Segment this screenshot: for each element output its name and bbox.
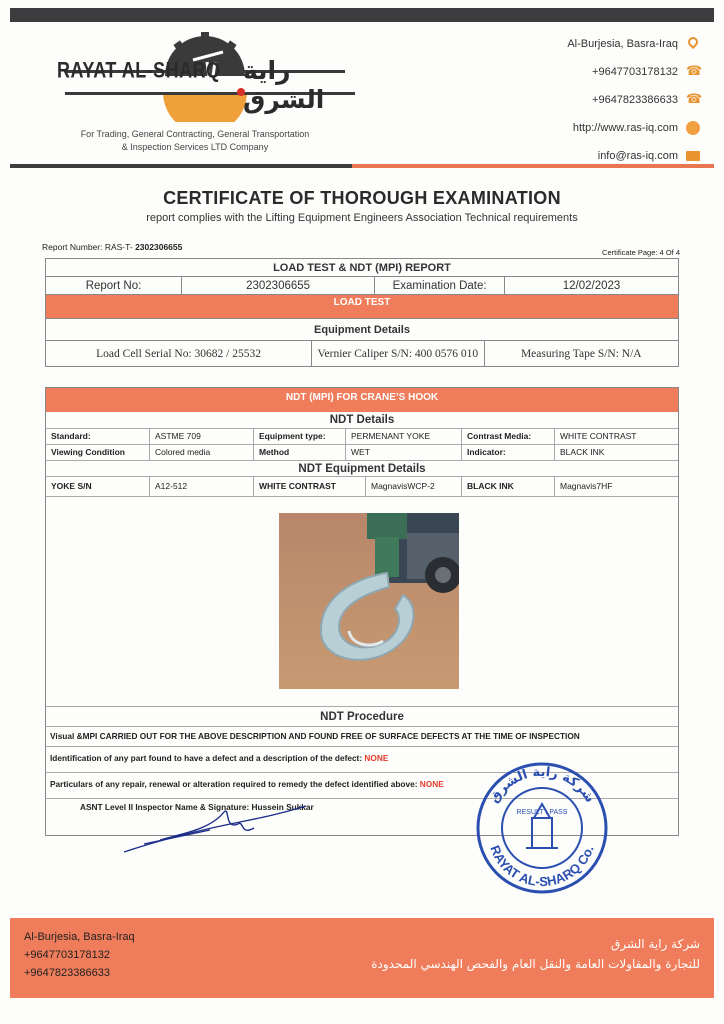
equipment-details-header: Equipment Details — [46, 319, 679, 341]
stamp-bottom-text: RAYAT AL-SHARQ Co. — [487, 843, 597, 890]
phone-icon: ☎ — [686, 64, 703, 79]
procedure-line-1: Visual &MPI CARRIED OUT FOR THE ABOVE DESCRIPTION AND FOUND FREE OF SURFACE DEFECTS AT THE TIME OF INSPECTION — [46, 726, 678, 746]
measuring-tape-serial: Measuring Tape S/N: N/A — [484, 341, 678, 367]
contact-phone-1: +9647703178132 ☎ — [592, 64, 703, 79]
stamp-result: RESULT : PASS — [516, 809, 568, 816]
photo-area — [46, 496, 678, 706]
exam-date-value: 12/02/2023 — [505, 277, 679, 295]
load-test-table — [45, 258, 679, 367]
inspector-signature-line: ASNT Level II Inspector Name & Signature: Hussein Sukkar — [46, 798, 678, 822]
contact-block — [500, 30, 703, 170]
crane-hook-photo — [279, 513, 459, 689]
ndt-title: NDT (MPI) FOR CRANE’S HOOK — [46, 388, 678, 412]
mail-icon — [686, 151, 700, 161]
svg-text:شركة راية الشرق — [487, 765, 598, 806]
ndt-equipment-details-header: NDT Equipment Details — [46, 460, 678, 476]
report-no-label: Report No: — [46, 277, 182, 295]
header-divider-orange — [352, 164, 714, 168]
footer-arabic: شركة راية الشرق للتجارة والمقاولات العامة والنقل العام والفحص الهندسي المحدودة — [371, 937, 700, 971]
report-no-value: 2302306655 — [182, 277, 375, 295]
certificate-page: Certificate Page: 4 Of 4 — [602, 248, 680, 257]
exam-date-label: Examination Date: — [375, 277, 505, 295]
contact-email: info@ras-iq.com — [500, 142, 700, 170]
top-bar — [10, 8, 714, 22]
procedure-line-3: Particulars of any repair, renewal or alteration required to remedy the defect identified above: NONE — [46, 772, 678, 798]
procedure-line-2: Identification of any part found to have a defect and a description of the defect: NONE — [46, 746, 678, 772]
ndt-equipment-row: YOKE S/N A12-512 WHITE CONTRAST MagnavisWCP-2 BLACK INK Magnavis7HF — [46, 476, 678, 496]
phone-icon: ☎ — [686, 92, 703, 107]
ndt-procedure-header: NDT Procedure — [46, 706, 678, 726]
logo-text-ar: راية الشرق — [243, 56, 325, 114]
load-cell-serial: Load Cell Serial No: 30682 / 25532 — [46, 341, 312, 367]
report-number: Report Number: RAS-T- 2302306655 — [42, 242, 183, 252]
load-test-header: LOAD TEST & NDT (MPI) REPORT — [46, 259, 679, 277]
contact-website: http://www.ras-iq.com — [500, 114, 700, 142]
certificate-subtitle: report complies with the Lifting Equipment Engineers Association Technical requirements — [146, 212, 578, 224]
logo-text-en: RAYAT AL-SHARQ — [57, 57, 221, 83]
certificate-title: CERTIFICATE OF THOROUGH EXAMINATION — [163, 188, 561, 208]
company-subtitle: For Trading, General Contracting, General Transportation & Inspection Services LTD Company — [80, 129, 310, 152]
inspector-signature — [120, 800, 310, 860]
load-test-section: LOAD TEST — [46, 295, 679, 319]
ndt-details-row-1: Standard: ASTME 709 Equipment type: PERMENANT YOKE Contrast Media: WHITE CONTRAST — [46, 428, 678, 444]
ndt-details-header: NDT Details — [329, 414, 395, 426]
footer — [10, 918, 714, 998]
contact-phone-2: +9647823386633 ☎ — [592, 92, 703, 107]
stamp-top-text: شركة راية الشرق — [486, 764, 598, 806]
footer-contacts: Al-Burjesia, Basra-Iraq +9647703178132 +9647823386633 — [24, 931, 135, 979]
contact-address: Al-Burjesia, Basra-Iraq — [500, 30, 700, 58]
globe-icon — [686, 121, 700, 135]
company-logo — [55, 32, 355, 122]
header-divider-dark — [10, 164, 352, 168]
ndt-details-row-2: Viewing Condition Colored media Method WET Indicator: BLACK INK — [46, 444, 678, 460]
vernier-caliper-serial: Vernier Caliper S/N: 400 0576 010 — [312, 341, 484, 367]
svg-text:RAYAT AL-SHARQ Co. — [487, 843, 596, 889]
location-pin-icon — [686, 37, 700, 51]
company-stamp — [474, 760, 610, 896]
